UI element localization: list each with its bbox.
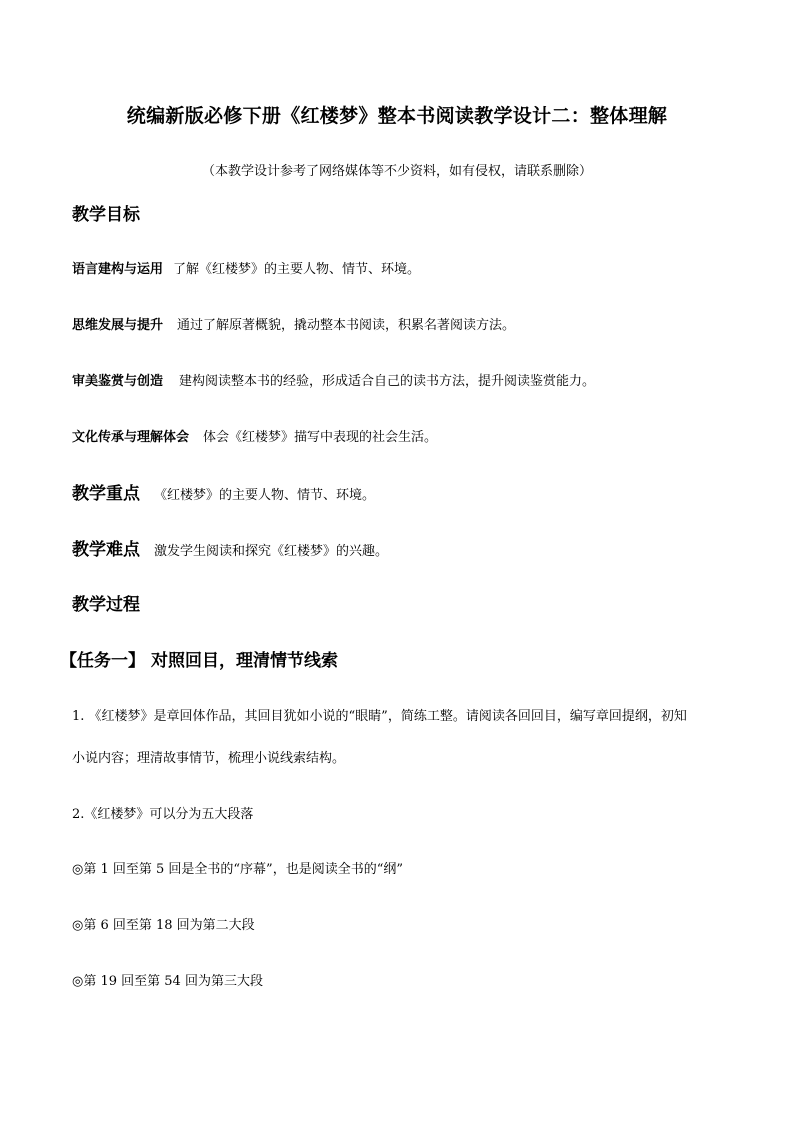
goal-label: 语言建构与运用 [72, 262, 164, 277]
section-heading-process: 教学过程 [72, 595, 140, 615]
goal-label: 审美鉴赏与创造 [72, 374, 164, 389]
difficulty-label: 教学难点 [72, 540, 140, 560]
key-point [72, 486, 375, 503]
goal-item [72, 375, 595, 388]
goal-item [72, 263, 420, 276]
paragraph: ◎第 6 回至第 18 回为第二大段 [72, 918, 255, 933]
document-subtitle: （本教学设计参考了网络媒体等不少资料，如有侵权，请联系删除） [201, 164, 592, 179]
task-title: 对照回目，理清情节线索 [151, 651, 338, 671]
difficulty [72, 542, 388, 559]
goal-label: 文化传承与理解体会 [72, 430, 190, 445]
paragraph: 小说内容；理清故事情节，梳理小说线索结构。 [72, 751, 346, 766]
task-bracket: 【任务一】 [60, 651, 145, 671]
task-heading [60, 653, 338, 670]
goal-text: 体会《红楼梦》描写中表现的社会生活。 [203, 430, 438, 445]
paragraph: 2.《红楼梦》可以分为五大段落 [72, 807, 254, 822]
difficulty-text: 激发学生阅读和探究《红楼梦》的兴趣。 [154, 544, 389, 559]
goal-item [72, 319, 515, 332]
goal-text: 了解《红楼梦》的主要人物、情节、环境。 [173, 262, 421, 277]
key-point-label: 教学重点 [72, 484, 140, 504]
section-heading-goals: 教学目标 [72, 205, 140, 225]
key-point-text: 《红楼梦》的主要人物、情节、环境。 [154, 488, 376, 503]
goal-label: 思维发展与提升 [72, 318, 164, 333]
goal-text: 通过了解原著概貌，撬动整本书阅读，积累名著阅读方法。 [177, 318, 516, 333]
goal-item [72, 431, 437, 444]
paragraph: ◎第 19 回至第 54 回为第三大段 [72, 974, 263, 989]
document-title: 统编新版必修下册《红楼梦》整本书阅读教学设计二：整体理解 [126, 105, 668, 127]
paragraph: 1. 《红楼梦》是章回体作品，其回目犹如小说的“眼睛”，简练工整。请阅读各回回目，编写章回提纲，初知 [72, 709, 687, 724]
goal-text: 建构阅读整本书的经验，形成适合自己的读书方法，提升阅读鉴赏能力。 [179, 374, 596, 389]
paragraph: ◎第 1 回至第 5 回是全书的“序幕”，也是阅读全书的“纲” [72, 862, 403, 877]
